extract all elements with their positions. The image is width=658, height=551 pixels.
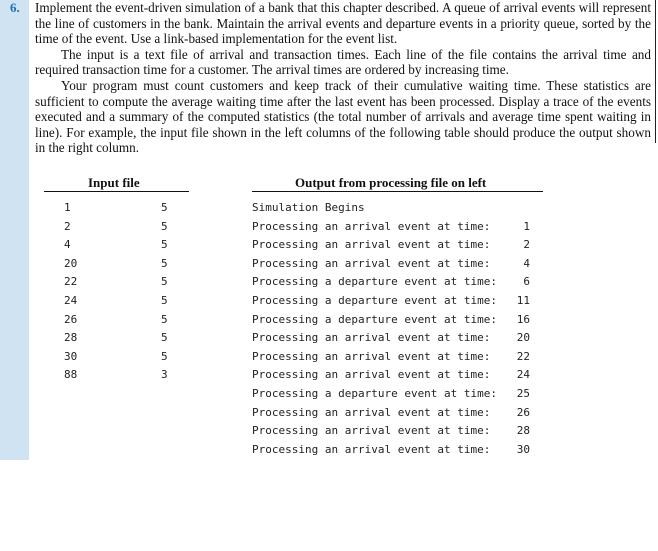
paragraph-3: Your program must count customers and keep track of their cumulative waiting time. These statistics are sufficient to compute the average waiting time after the last event has been processed. Display a trace of the events executed and a summary of the computed statistics (the total number of arrivals and average time spent waiting in line). For example, the input file shown in the left columns of the following table should produce the output shown in the right column.	[35, 77, 651, 156]
transaction-time: 5	[161, 331, 168, 345]
event-time: 20	[516, 331, 530, 345]
event-text: Processing an arrival event at time:	[252, 405, 491, 419]
event-text: Processing a departure event at time:	[252, 312, 498, 326]
event-text: Processing an arrival event at time:	[252, 349, 491, 363]
event-text: Processing an arrival event at time:	[252, 256, 491, 270]
output-header-rule	[252, 191, 543, 192]
event-text: Processing an arrival event at time:	[252, 238, 491, 252]
transaction-time: 5	[161, 275, 168, 289]
event-text: Processing an arrival event at time:	[252, 219, 491, 233]
input-header-rule	[44, 191, 189, 192]
transaction-time: 5	[161, 312, 168, 326]
arrival-time: 28	[64, 331, 78, 345]
event-text: Processing an arrival event at time:	[252, 424, 491, 438]
exercise-number: 6.	[10, 0, 20, 15]
event-text: Processing an arrival event at time:	[252, 442, 491, 456]
transaction-time: 3	[161, 368, 168, 382]
event-time: 24	[516, 368, 530, 382]
arrival-time: 24	[64, 294, 78, 307]
transaction-time: 5	[161, 219, 168, 233]
arrival-time: 4	[64, 238, 71, 252]
paragraph-1: Implement the event-driven simulation of a bank that this chapter described. A queue of arrival events will represent the line of customers in the bank. Maintain the arrival events and departure events in a priority queue, sorted by the time of the event. Use a link-based implementation for the event list.	[35, 0, 651, 47]
page-right-rule	[655, 0, 656, 143]
event-time: 25	[516, 387, 530, 400]
event-text: Processing an arrival event at time:	[252, 368, 491, 382]
event-text: Processing a departure event at time:	[252, 275, 498, 289]
arrival-time: 2	[64, 219, 71, 233]
event-time: 26	[516, 405, 530, 419]
arrival-time: 88	[64, 368, 78, 382]
arrival-time: 1	[64, 201, 71, 214]
event-time: 22	[516, 349, 530, 363]
event-text: Simulation Begins	[252, 201, 365, 214]
paragraph-2: The input is a text file of arrival and transaction times. Each line of the file contains the arrival time and required transaction time for a customer. The arrival times are ordered by increasing time.	[35, 46, 651, 78]
transaction-time: 5	[161, 201, 168, 214]
arrival-time: 30	[64, 349, 78, 363]
arrival-time: 20	[64, 256, 78, 270]
output-header: Output from processing file on left	[295, 175, 487, 190]
exercise-margin-bar	[0, 0, 29, 460]
transaction-time: 5	[161, 238, 168, 252]
event-time: 28	[516, 424, 530, 438]
exercise-text	[35, 0, 651, 156]
event-time: 2	[523, 238, 530, 252]
event-time: 1	[523, 219, 530, 233]
event-time: 16	[516, 312, 530, 326]
input-file-header: Input file	[88, 175, 140, 190]
arrival-time: 26	[64, 312, 78, 326]
event-time: 6	[523, 275, 530, 289]
event-time: 11	[516, 294, 530, 307]
transaction-time: 5	[161, 294, 168, 307]
event-text: Processing a departure event at time:	[252, 387, 498, 400]
event-time: 4	[523, 256, 530, 270]
arrival-time: 22	[64, 275, 78, 289]
event-text: Processing an arrival event at time:	[252, 331, 491, 345]
transaction-time: 5	[161, 256, 168, 270]
transaction-time: 5	[161, 349, 168, 363]
event-text: Processing a departure event at time:	[252, 294, 498, 307]
event-time: 30	[516, 442, 530, 456]
